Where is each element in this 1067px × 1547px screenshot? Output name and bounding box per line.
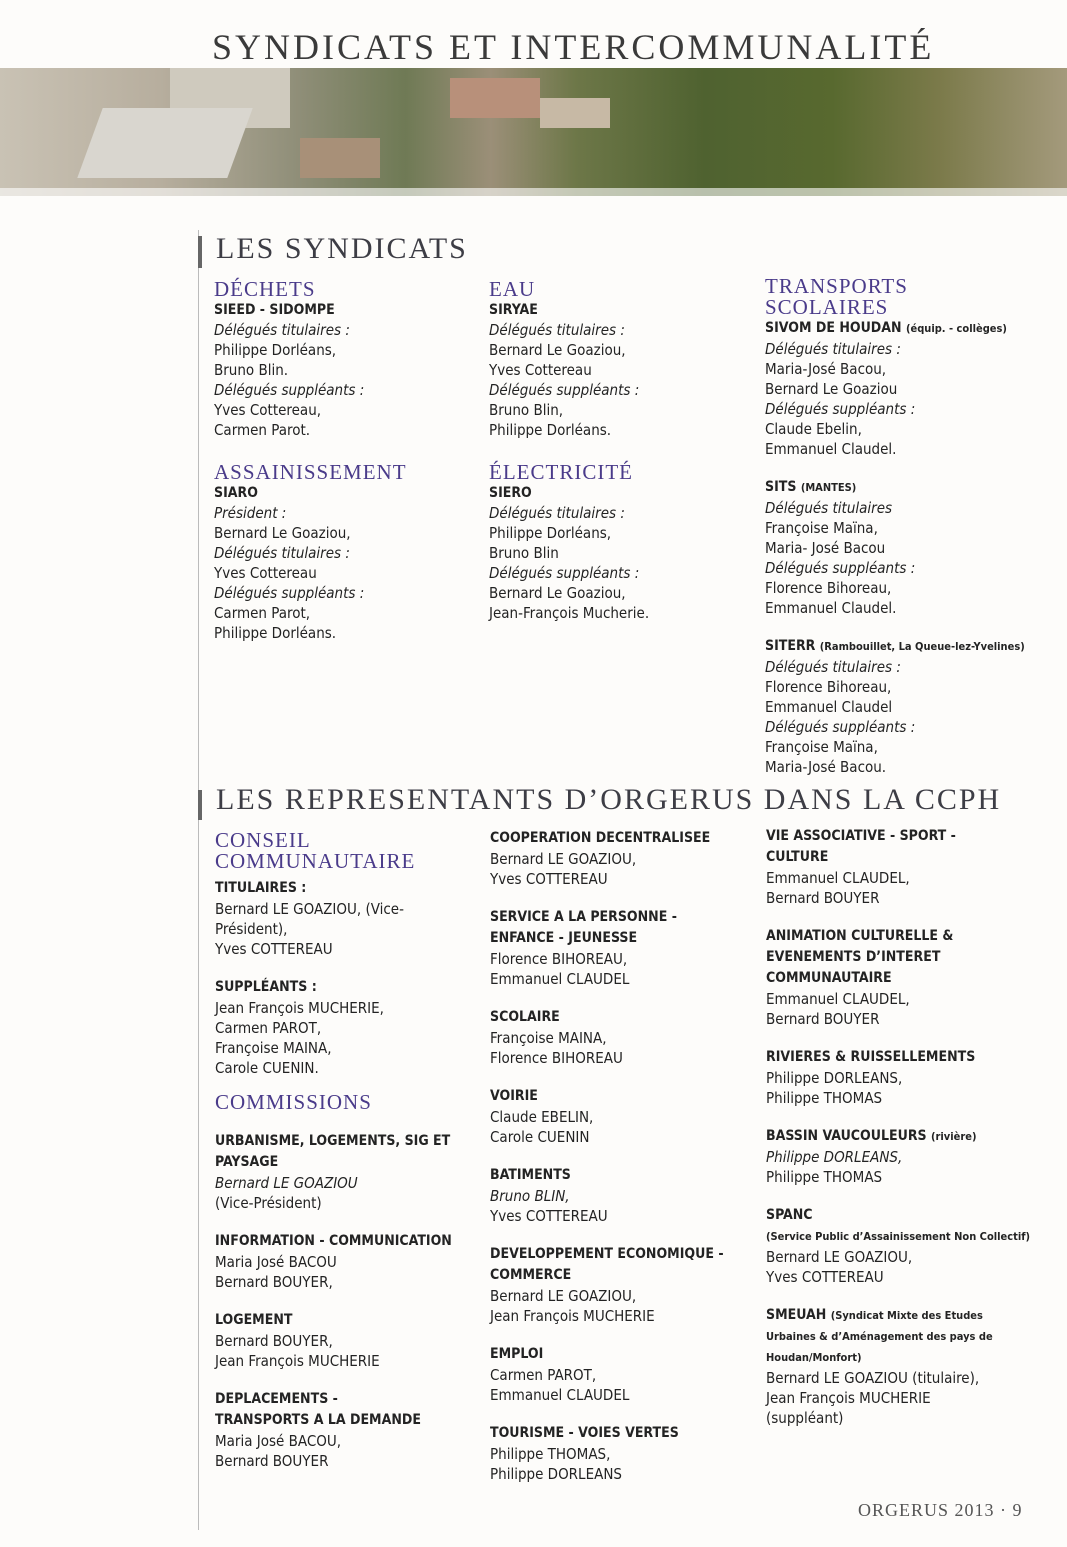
commission-block xyxy=(215,1310,475,1371)
person-name: Bruno BLIN, xyxy=(490,1187,570,1205)
person-name: Philippe THOMAS xyxy=(766,1089,883,1107)
person-name: Yves Cottereau xyxy=(489,361,592,379)
person-name: Yves COTTEREAU xyxy=(215,940,333,958)
org-name: SIEED - SIDOMPE xyxy=(214,302,335,318)
person-name: Maria-José Bacou, xyxy=(765,360,887,378)
dechets-block xyxy=(214,279,474,440)
role-label: Président : xyxy=(214,504,287,522)
org-note: Urbaines & d’Aménagement des pays de xyxy=(766,1330,993,1343)
commission-block xyxy=(490,1007,755,1068)
person-name: Philippe Dorléans, xyxy=(489,524,612,542)
org-note: (Syndicat Mixte des Etudes xyxy=(830,1309,983,1322)
org-name: SIRYAE xyxy=(489,302,538,318)
person-name: Emmanuel Claudel. xyxy=(765,599,897,617)
category-heading: COMMUNAUTAIRE xyxy=(215,849,416,873)
person-name: Bernard LE GOAZIOU (titulaire), xyxy=(766,1369,980,1387)
commission-block xyxy=(490,1086,755,1147)
role-label: Délégués titulaires : xyxy=(214,321,350,339)
org-name: EMPLOI xyxy=(490,1346,544,1362)
org-label: SMEUAH xyxy=(766,1307,827,1323)
org-name: SUPPLÉANTS : xyxy=(215,979,317,995)
role-label: Délégués titulaires xyxy=(765,499,893,517)
person-name: Claude EBELIN, xyxy=(490,1108,594,1126)
person-name: Emmanuel Claudel. xyxy=(765,440,897,458)
org-note: (Rambouillet, La Queue-lez-Yvelines) xyxy=(819,640,1025,653)
org-name: TRANSPORTS A LA DEMANDE xyxy=(215,1412,421,1428)
person-name: Jean-François Mucherie. xyxy=(489,604,650,622)
person-name: Philippe THOMAS, xyxy=(490,1445,611,1463)
person-name: Bernard BOUYER xyxy=(215,1452,329,1470)
category-heading: TRANSPORTS xyxy=(765,274,908,298)
commission-block xyxy=(215,1389,475,1471)
person-name: Yves Cottereau, xyxy=(214,401,322,419)
org-name: EVENEMENTS D’INTERET xyxy=(766,949,941,965)
person-name: Jean François MUCHERIE xyxy=(490,1307,655,1325)
role-label: Délégués suppléants : xyxy=(765,718,916,736)
margin-rule xyxy=(198,230,199,1530)
assainissement-block xyxy=(214,462,474,643)
person-name: Emmanuel CLAUDEL xyxy=(490,1386,630,1404)
person-name: Bernard BOUYER xyxy=(766,1010,880,1028)
person-name: Yves COTTEREAU xyxy=(490,1207,608,1225)
org-name: LOGEMENT xyxy=(215,1312,293,1328)
category-heading: COMMISSIONS xyxy=(215,1090,372,1114)
person-name: Maria-José Bacou. xyxy=(765,758,887,776)
org-name xyxy=(765,636,1055,657)
org-label: SIVOM DE HOUDAN xyxy=(765,320,902,336)
person-name: Emmanuel Claudel xyxy=(765,698,893,716)
person-name: Bernard BOUYER xyxy=(766,889,880,907)
titulaires-block xyxy=(215,878,475,959)
commission-block xyxy=(490,1165,755,1226)
category-heading: ÉLECTRICITÉ xyxy=(489,460,633,484)
person-name: Florence BIHOREAU, xyxy=(490,950,628,968)
person-name: Yves COTTEREAU xyxy=(490,870,608,888)
person-name: Philippe DORLEANS xyxy=(490,1465,622,1483)
role-label: Délégués titulaires : xyxy=(489,321,625,339)
org-name: TITULAIRES : xyxy=(215,880,307,896)
org-name: SIERO xyxy=(489,485,532,501)
cemetery-shape xyxy=(77,108,252,178)
sivom-block xyxy=(765,318,1055,459)
commission-block xyxy=(490,1244,755,1326)
org-note: Houdan/Monfort) xyxy=(766,1351,862,1364)
person-name: Yves COTTEREAU xyxy=(766,1268,884,1286)
role-label: Délégués suppléants : xyxy=(214,381,365,399)
org-name xyxy=(766,1305,1056,1326)
person-name: Carmen Parot. xyxy=(214,421,311,439)
commission-block xyxy=(766,1305,1056,1428)
org-name: COMMERCE xyxy=(490,1267,572,1283)
category-heading: CONSEIL xyxy=(215,828,311,852)
commission-block xyxy=(490,828,755,889)
org-name: ANIMATION CULTURELLE & xyxy=(766,928,954,944)
org-note: (MANTES) xyxy=(800,481,857,494)
person-name: Emmanuel CLAUDEL, xyxy=(766,990,910,1008)
siterr-block xyxy=(765,636,1055,777)
org-name: SERVICE A LA PERSONNE - xyxy=(490,909,677,925)
section-marker xyxy=(198,236,202,268)
person-name: Bernard BOUYER, xyxy=(215,1273,333,1291)
org-name: SIARO xyxy=(214,485,258,501)
person-name: Carole CUENIN. xyxy=(215,1059,319,1077)
org-name: SCOLAIRE xyxy=(490,1009,560,1025)
role-label: Délégués suppléants : xyxy=(489,381,640,399)
org-label: SITS xyxy=(765,479,797,495)
person-name: Maria- José Bacou xyxy=(765,539,886,557)
person-name: Jean François MUCHERIE xyxy=(215,1352,380,1370)
person-name: Philippe DORLEANS, xyxy=(766,1069,903,1087)
person-name: Emmanuel CLAUDEL, xyxy=(766,869,910,887)
commission-block xyxy=(766,826,1056,908)
role-label: Délégués titulaires : xyxy=(765,340,901,358)
org-name: RIVIERES & RUISSELLEMENTS xyxy=(766,1049,976,1065)
commission-block xyxy=(490,1344,755,1405)
person-name: (suppléant) xyxy=(766,1409,844,1427)
commission-block xyxy=(766,1126,1056,1187)
commission-block xyxy=(766,926,1056,1029)
person-name: Bernard LE GOAZIOU, xyxy=(490,1287,637,1305)
category-heading: EAU xyxy=(489,277,536,301)
roof-shape xyxy=(540,98,610,128)
person-name: Emmanuel CLAUDEL xyxy=(490,970,630,988)
org-name: DEVELOPPEMENT ECONOMIQUE - xyxy=(490,1246,724,1262)
person-name: Florence Bihoreau, xyxy=(765,678,892,696)
category-heading: SCOLAIRES xyxy=(765,295,889,319)
person-name: Philippe Dorléans. xyxy=(489,421,612,439)
person-name: Bruno Blin. xyxy=(214,361,289,379)
ccph-col-1 xyxy=(215,830,475,1489)
syndicats-col-3 xyxy=(765,276,1055,795)
person-name: Carmen PAROT, xyxy=(490,1366,597,1384)
commission-block xyxy=(490,907,755,989)
person-name: Carole CUENIN xyxy=(490,1128,590,1146)
person-name: Bernard Le Goaziou, xyxy=(489,584,626,602)
person-name: Carmen PAROT, xyxy=(215,1019,322,1037)
commission-block xyxy=(490,1423,755,1484)
role-label: Délégués titulaires : xyxy=(214,544,350,562)
person-name: Bernard Le Goaziou, xyxy=(489,341,626,359)
person-name: Françoise Maïna, xyxy=(765,738,878,756)
syndicats-col-1 xyxy=(214,279,474,661)
aerial-photo-banner xyxy=(0,68,1067,196)
person-name: (Vice-Président) xyxy=(215,1194,322,1212)
person-name: Claude Ebelin, xyxy=(765,420,862,438)
ccph-title: LES REPRESENTANTS D’ORGERUS DANS LA CCPH xyxy=(216,783,1002,816)
commission-block xyxy=(215,1131,475,1213)
person-name: Philippe DORLEANS, xyxy=(766,1148,903,1166)
sits-block xyxy=(765,477,1055,618)
role-label: Délégués titulaires : xyxy=(489,504,625,522)
org-name: COOPERATION DECENTRALISEE xyxy=(490,830,711,846)
ccph-col-3 xyxy=(766,826,1056,1446)
org-label: SITERR xyxy=(765,638,816,654)
org-name: BATIMENTS xyxy=(490,1167,571,1183)
eau-block xyxy=(489,279,749,440)
person-name: Bernard Le Goaziou, xyxy=(214,524,351,542)
category-heading: ASSAINISSEMENT xyxy=(214,460,407,484)
person-name: Jean François MUCHERIE, xyxy=(215,999,384,1017)
page-title: SYNDICATS ET INTERCOMMUNALITÉ xyxy=(212,27,935,67)
suppleants-block xyxy=(215,977,475,1078)
person-name: Bernard LE GOAZIOU xyxy=(215,1174,358,1192)
org-name: ENFANCE - JEUNESSE xyxy=(490,930,638,946)
person-name: Françoise MAINA, xyxy=(215,1039,332,1057)
org-label: BASSIN VAUCOULEURS xyxy=(766,1128,927,1144)
person-name: Bernard LE GOAZIOU, (Vice- xyxy=(215,900,404,918)
org-name: TOURISME - VOIES VERTES xyxy=(490,1425,679,1441)
person-name: Maria José BACOU, xyxy=(215,1432,342,1450)
commission-block xyxy=(215,1231,475,1292)
role-label: Délégués titulaires : xyxy=(765,658,901,676)
person-name: Jean François MUCHERIE xyxy=(766,1389,931,1407)
section-marker xyxy=(198,790,202,820)
org-name: COMMUNAUTAIRE xyxy=(766,970,892,986)
org-name: INFORMATION - COMMUNICATION xyxy=(215,1233,452,1249)
person-name: Bernard Le Goaziou xyxy=(765,380,898,398)
category-heading: DÉCHETS xyxy=(214,277,316,301)
org-name: SPANC xyxy=(766,1207,813,1223)
syndicats-col-2 xyxy=(489,279,749,641)
banner-edge xyxy=(0,188,1067,196)
role-label: Délégués suppléants : xyxy=(765,559,916,577)
person-name: Yves Cottereau xyxy=(214,564,317,582)
commission-block xyxy=(766,1205,1056,1287)
org-name xyxy=(765,477,1055,498)
person-name: Président), xyxy=(215,920,288,938)
org-name: VIE ASSOCIATIVE - SPORT - xyxy=(766,828,956,844)
person-name: Françoise MAINA, xyxy=(490,1029,607,1047)
person-name: Florence Bihoreau, xyxy=(765,579,892,597)
roof-shape xyxy=(450,78,540,118)
person-name: Bruno Blin xyxy=(489,544,559,562)
roof-shape xyxy=(300,138,380,178)
syndicats-title: LES SYNDICATS xyxy=(216,232,468,265)
ccph-col-2 xyxy=(490,828,755,1502)
person-name: Bernard BOUYER, xyxy=(215,1332,333,1350)
org-name xyxy=(765,318,1055,339)
person-name: Bernard LE GOAZIOU, xyxy=(490,850,637,868)
person-name: Bruno Blin, xyxy=(489,401,564,419)
commission-block xyxy=(766,1047,1056,1108)
person-name: Florence BIHOREAU xyxy=(490,1049,623,1067)
org-note: (rivière) xyxy=(931,1130,977,1143)
org-name: URBANISME, LOGEMENTS, SIG ET xyxy=(215,1133,451,1149)
org-name xyxy=(766,1126,1056,1147)
role-label: Délégués suppléants : xyxy=(214,584,365,602)
org-note: (Service Public d’Assainissement Non Collectif) xyxy=(766,1230,1031,1243)
person-name: Philippe THOMAS xyxy=(766,1168,883,1186)
role-label: Délégués suppléants : xyxy=(765,400,916,418)
org-name: PAYSAGE xyxy=(215,1154,279,1170)
org-name: CULTURE xyxy=(766,849,829,865)
electricite-block xyxy=(489,462,749,623)
person-name: Carmen Parot, xyxy=(214,604,311,622)
role-label: Délégués suppléants : xyxy=(489,564,640,582)
person-name: Bernard LE GOAZIOU, xyxy=(766,1248,913,1266)
org-name: DEPLACEMENTS - xyxy=(215,1391,338,1407)
org-name: VOIRIE xyxy=(490,1088,538,1104)
org-note: (équip. - collèges) xyxy=(905,322,1007,335)
person-name: Philippe Dorléans, xyxy=(214,341,337,359)
person-name: Maria José BACOU xyxy=(215,1253,337,1271)
page-footer: ORGERUS 2013 · 9 xyxy=(858,1500,1023,1520)
person-name: Philippe Dorléans. xyxy=(214,624,337,642)
person-name: Françoise Maïna, xyxy=(765,519,878,537)
